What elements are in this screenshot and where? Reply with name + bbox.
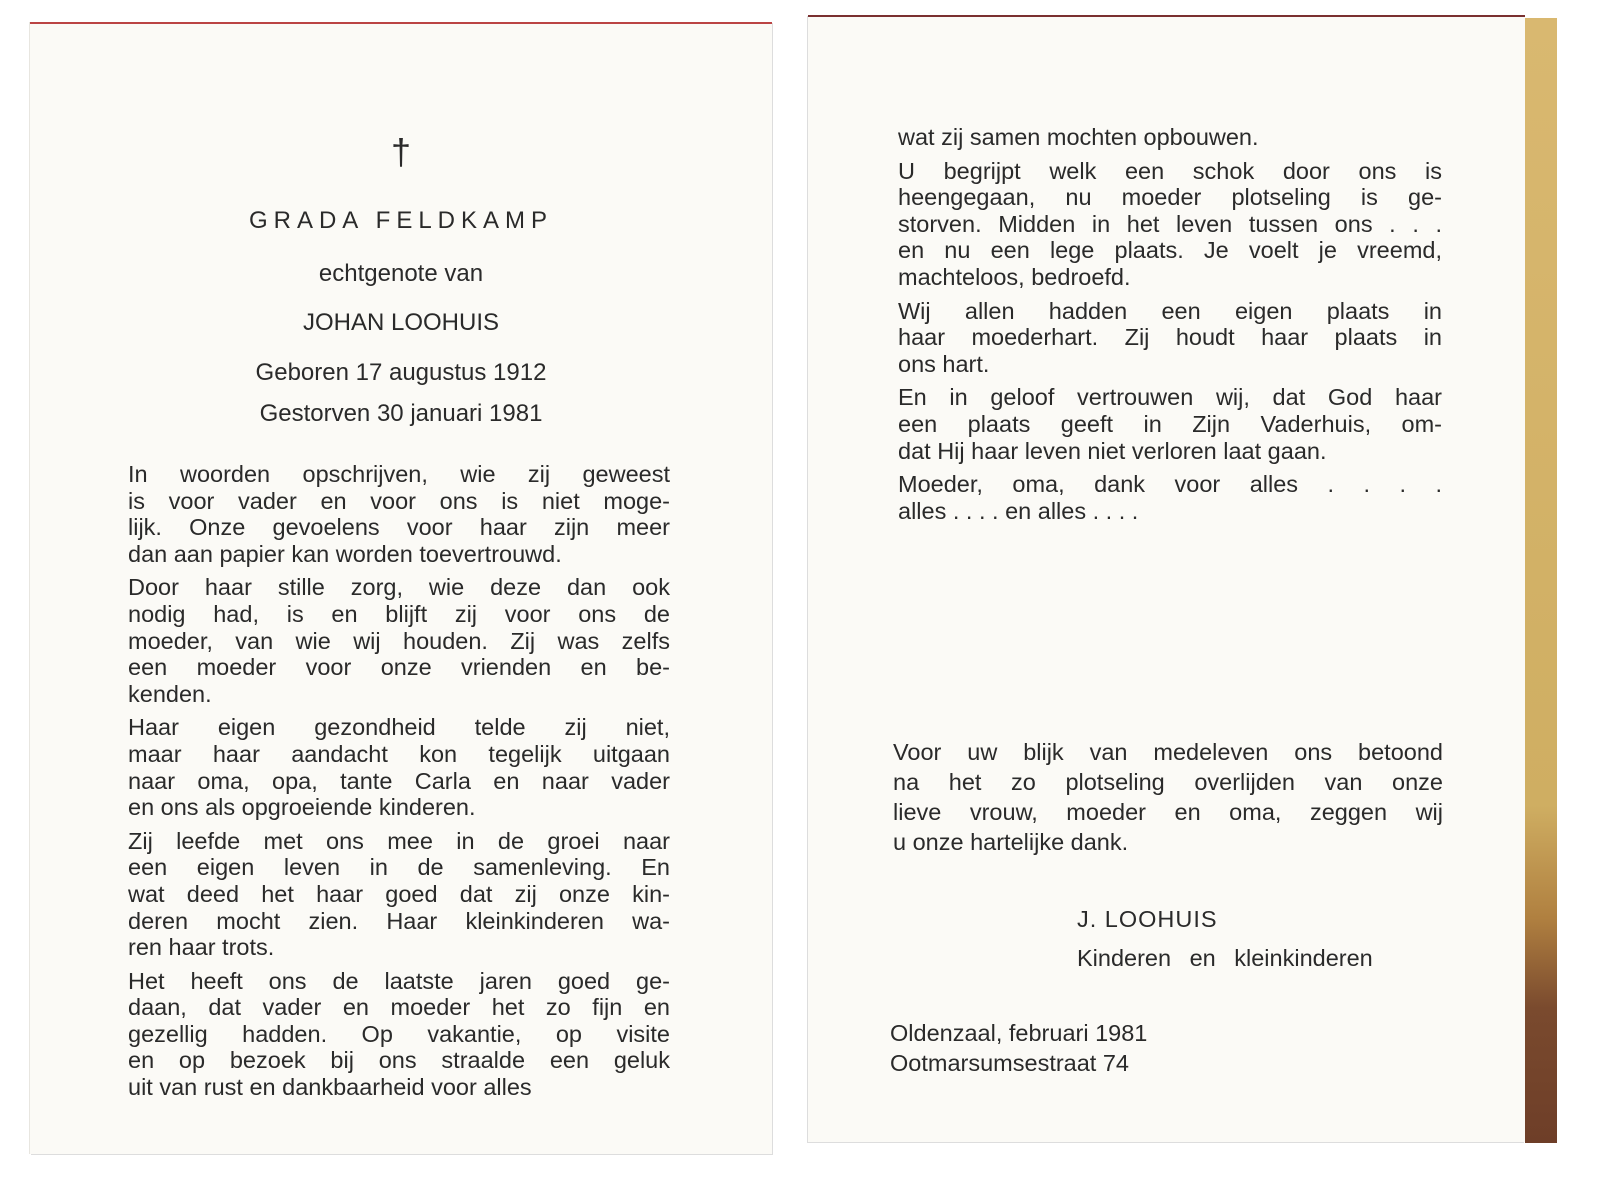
- text-line: dat Hij haar leven niet verloren laat gaan.: [898, 437, 1327, 464]
- text-line: u onze hartelijke dank.: [893, 829, 1129, 855]
- paragraph: [128, 574, 670, 707]
- text-line: gezellig hadden. Op vakantie, op visite: [128, 1020, 670, 1047]
- death-date: Gestorven 30 januari 1981: [259, 400, 543, 427]
- text-line: U begrijpt welk een schok door ons is: [898, 157, 1442, 184]
- text-line: Het heeft ons de laatste jaren goed ge-: [128, 967, 670, 994]
- text-line: ren haar trots.: [128, 934, 275, 961]
- birth-date: Geboren 17 augustus 1912: [255, 359, 547, 386]
- paragraph: [898, 298, 1442, 378]
- memorial-text: [128, 461, 670, 1108]
- text-line: maar haar aandacht kon tegelijk uitgaan: [128, 740, 670, 767]
- text-line: naar oma, opa, tante Carla en naar vader: [128, 767, 670, 794]
- signature: J. LOOHUIS: [1077, 906, 1218, 932]
- paragraph: [128, 714, 670, 820]
- text-line: Voor uw blijk van medeleven ons betoond: [893, 739, 1443, 765]
- text-line: een eigen leven in de samenleving. En: [128, 854, 670, 881]
- paragraph: [898, 124, 1442, 151]
- text-line: ons hart.: [898, 350, 990, 377]
- text-line: storven. Midden in het leven tussen ons . . .: [898, 210, 1442, 237]
- text-line: lieve vrouw, moeder en oma, zeggen wij: [893, 799, 1443, 825]
- left-page: [30, 22, 772, 1154]
- text-line: Door haar stille zorg, wie deze dan ook: [128, 574, 670, 601]
- thanks-text: [893, 737, 1443, 864]
- deceased-name: GRADA FELDKAMP: [248, 207, 554, 234]
- text-line: en ons als opgroeiende kinderen.: [128, 794, 476, 821]
- text-line: nodig had, is en blijft zij voor ons de: [128, 600, 670, 627]
- text-line: en nu een lege plaats. Je voelt je vreemd,: [898, 237, 1442, 264]
- text-line: Haar eigen gezondheid telde zij niet,: [128, 714, 670, 741]
- text-line: een moeder voor onze vrienden en be-: [128, 654, 670, 681]
- text-line: een plaats geeft in Zijn Vaderhuis, om-: [898, 410, 1442, 437]
- spouse-name: JOHAN LOOHUIS: [302, 309, 500, 336]
- paragraph: [898, 384, 1442, 464]
- paragraph: [128, 828, 670, 961]
- text-line: uit van rust en dankbaarheid voor alles: [128, 1074, 532, 1101]
- text-line: Wij allen hadden een eigen plaats in: [898, 297, 1442, 324]
- paragraph: [898, 158, 1442, 291]
- card-edge-decoration: [1525, 18, 1557, 1143]
- family-line: Kinderen en kleinkinderen: [1077, 945, 1373, 971]
- text-line: deren mocht zien. Haar kleinkinderen wa-: [128, 907, 670, 934]
- paragraph: [898, 471, 1442, 524]
- text-line: En in geloof vertrouwen wij, dat God haar: [898, 384, 1442, 411]
- text-line: daan, dat vader en moeder het zo fijn en: [128, 994, 670, 1021]
- right-page: [808, 15, 1525, 1142]
- text-line: Moeder, oma, dank voor alles . . . .: [898, 471, 1442, 498]
- text-line: en op bezoek bij ons straalde een geluk: [128, 1047, 670, 1074]
- text-line: Zij leefde met ons mee in de groei naar: [128, 827, 670, 854]
- text-line: alles . . . . en alles . . . .: [898, 497, 1139, 524]
- text-line: heengegaan, nu moeder plotseling is ge-: [898, 184, 1442, 211]
- memorial-text-continued: [898, 124, 1442, 531]
- paragraph: [893, 737, 1443, 857]
- text-line: wat zij samen mochten opbouwen.: [898, 124, 1259, 150]
- paragraph: [128, 461, 670, 567]
- paragraph: [128, 968, 670, 1101]
- text-line: na het zo plotseling overlijden van onze: [893, 769, 1443, 795]
- text-line: moeder, van wie wij houden. Zij was zelfs: [128, 627, 670, 654]
- text-line: lijk. Onze gevoelens voor haar zijn meer: [128, 514, 670, 541]
- text-line: In woorden opschrijven, wie zij geweest: [128, 461, 670, 487]
- text-line: machteloos, bedroefd.: [898, 263, 1131, 290]
- spouse-label: echtgenote van: [318, 260, 484, 287]
- text-line: haar moederhart. Zij houdt haar plaats in: [898, 324, 1442, 351]
- text-line: kenden.: [128, 680, 212, 707]
- text-line: is voor vader en voor ons is niet moge-: [128, 487, 670, 514]
- text-line: wat deed het haar goed dat zij onze kin-: [128, 880, 670, 907]
- cross-symbol: †: [390, 131, 412, 172]
- place-date: Oldenzaal, februari 1981: [890, 1020, 1148, 1046]
- address: Ootmarsumsestraat 74: [890, 1050, 1130, 1076]
- text-line: dan aan papier kan worden toevertrouwd.: [128, 540, 562, 567]
